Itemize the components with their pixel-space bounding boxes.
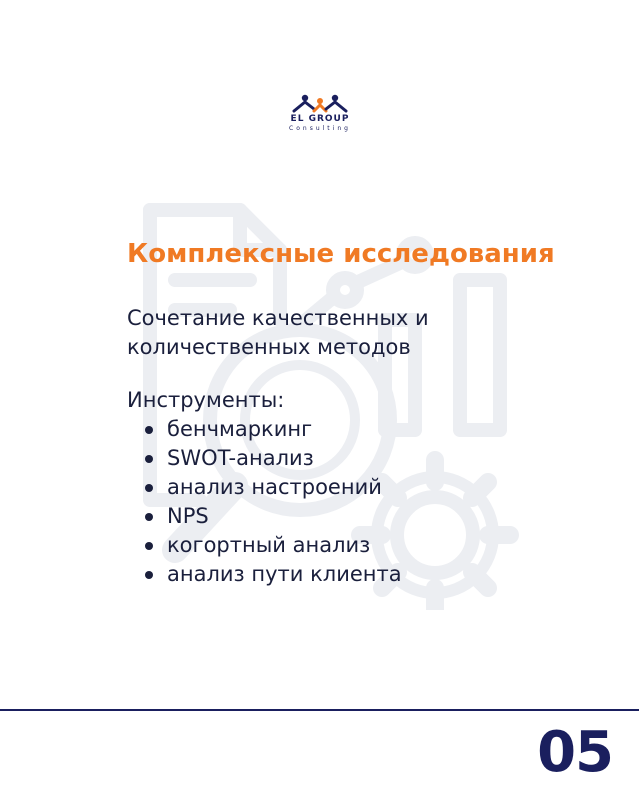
list-item [145,502,402,531]
logo-subtitle: Consulting [289,125,351,132]
list-item [145,473,402,502]
list-item-text: SWOT-анализ [167,446,314,470]
list-item [145,560,402,589]
bullet-icon [145,484,153,492]
footer-divider [0,709,639,711]
lead-line-1: Сочетание качественных и [127,306,429,330]
list-item-text: бенчмаркинг [167,417,313,441]
list-item [145,415,402,444]
list-item-text: NPS [167,504,209,528]
page-title: Комплексные исследования [127,239,555,269]
people-logo-icon [270,90,370,114]
bullet-icon [145,513,153,521]
company-logo [270,90,370,140]
lead-text [127,304,587,362]
list-item-text: анализ настроений [167,475,382,499]
logo-name: EL GROUP [290,114,350,124]
list-item [145,531,402,560]
tools-list [145,415,402,589]
bullet-icon [145,542,153,550]
list-item-text: анализ пути клиента [167,562,402,586]
page-number: 05 [537,720,613,785]
bullet-icon [145,426,153,434]
tools-title: Инструменты: [127,388,285,412]
bullet-icon [145,455,153,463]
list-item [145,444,402,473]
lead-line-2: количественных методов [127,335,411,359]
list-item-text: когортный анализ [167,533,371,557]
bullet-icon [145,571,153,579]
